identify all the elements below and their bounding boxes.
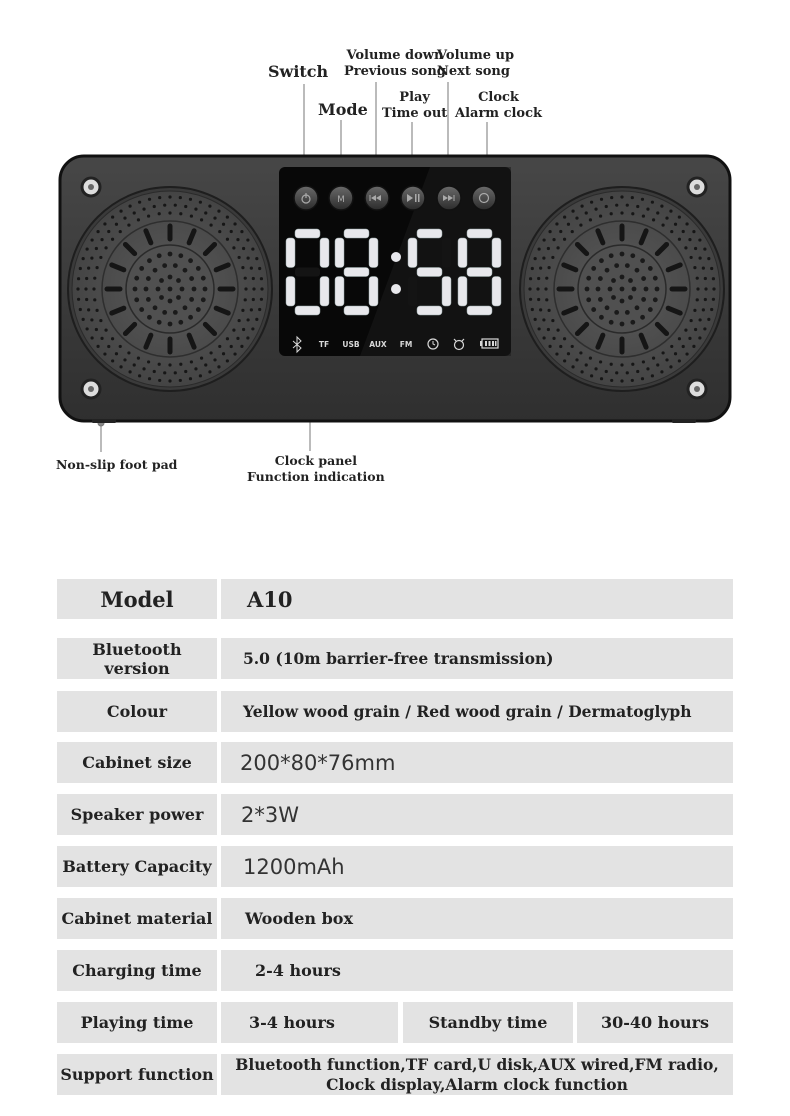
spec-value-playing: 3-4 hours: [221, 1002, 398, 1043]
callout-foot-pad: Non-slip foot pad: [56, 457, 178, 472]
indicator-usb: USB: [342, 340, 360, 349]
svg-text:M: M: [337, 195, 345, 205]
spec-value-standby: 30-40 hours: [577, 1002, 733, 1043]
spec-value-support-line1: Bluetooth function,TF card,U disk,AUX wired,FM radio,: [235, 1054, 719, 1074]
right-speaker-grill: [520, 187, 724, 391]
spec-label-cabinet-size: Cabinet size: [57, 742, 217, 783]
callout-clock-line2: Alarm clock: [455, 106, 543, 121]
callout-switch: Switch: [268, 62, 329, 81]
callout-play-line1: Play: [399, 90, 430, 105]
spec-value-battery: 1200mAh: [221, 846, 733, 887]
spec-label-battery: Battery Capacity: [57, 846, 217, 887]
spec-value-support: [221, 1054, 733, 1095]
spec-label-charging: Charging time: [57, 950, 217, 991]
callout-volume-up-line2: Next song: [437, 64, 510, 79]
spec-value-charging: 2-4 hours: [221, 950, 733, 991]
speaker-device-illustration: [0, 0, 790, 500]
callout-clock-line1: Clock: [478, 90, 519, 105]
indicator-fm: FM: [399, 340, 413, 349]
callout-mode: Mode: [318, 100, 368, 119]
spec-label-support: Support function: [57, 1054, 217, 1095]
spec-label-bluetooth: Bluetooth version: [57, 638, 217, 679]
power-button[interactable]: [294, 186, 318, 210]
callout-clock-panel-line2: Function indication: [247, 469, 385, 484]
spec-label-model: Model: [57, 579, 217, 619]
callout-volume-down-line2: Previous song: [344, 64, 446, 79]
spec-value-colour: Yellow wood grain / Red wood grain / Dermatoglyph: [221, 691, 733, 732]
spec-value-model: A10: [221, 579, 733, 619]
next-button[interactable]: [437, 186, 461, 210]
indicator-aux: AUX: [369, 340, 387, 349]
spec-label-speaker-power: Speaker power: [57, 794, 217, 835]
prev-button[interactable]: [365, 186, 389, 210]
spec-label-playing: Playing time: [57, 1002, 217, 1043]
mode-button[interactable]: [329, 186, 353, 210]
spec-value-bluetooth: 5.0 (10m barrier-free transmission): [221, 638, 733, 679]
callout-volume-down-line1: Volume down: [346, 48, 444, 63]
callout-clock-panel-line1: Clock panel: [274, 453, 358, 468]
indicator-tf: TF: [318, 340, 330, 349]
spec-value-support-line2: Clock display,Alarm clock function: [326, 1074, 628, 1094]
callout-volume-up-line1: Volume up: [437, 48, 515, 63]
foot-pad-right: [672, 419, 696, 423]
spec-label-standby: Standby time: [403, 1002, 573, 1043]
spec-label-colour: Colour: [57, 691, 217, 732]
foot-pad-left: [92, 419, 116, 423]
spec-label-cabinet-material: Cabinet material: [57, 898, 217, 939]
clock-button[interactable]: [472, 186, 496, 210]
spec-value-speaker-power: 2*3W: [221, 794, 733, 835]
left-speaker-grill: [68, 187, 272, 391]
play-pause-button[interactable]: [401, 186, 425, 210]
callout-play-line2: Time out: [382, 106, 448, 121]
spec-value-cabinet-material: Wooden box: [221, 898, 733, 939]
spec-value-cabinet-size: 200*80*76mm: [221, 742, 733, 783]
